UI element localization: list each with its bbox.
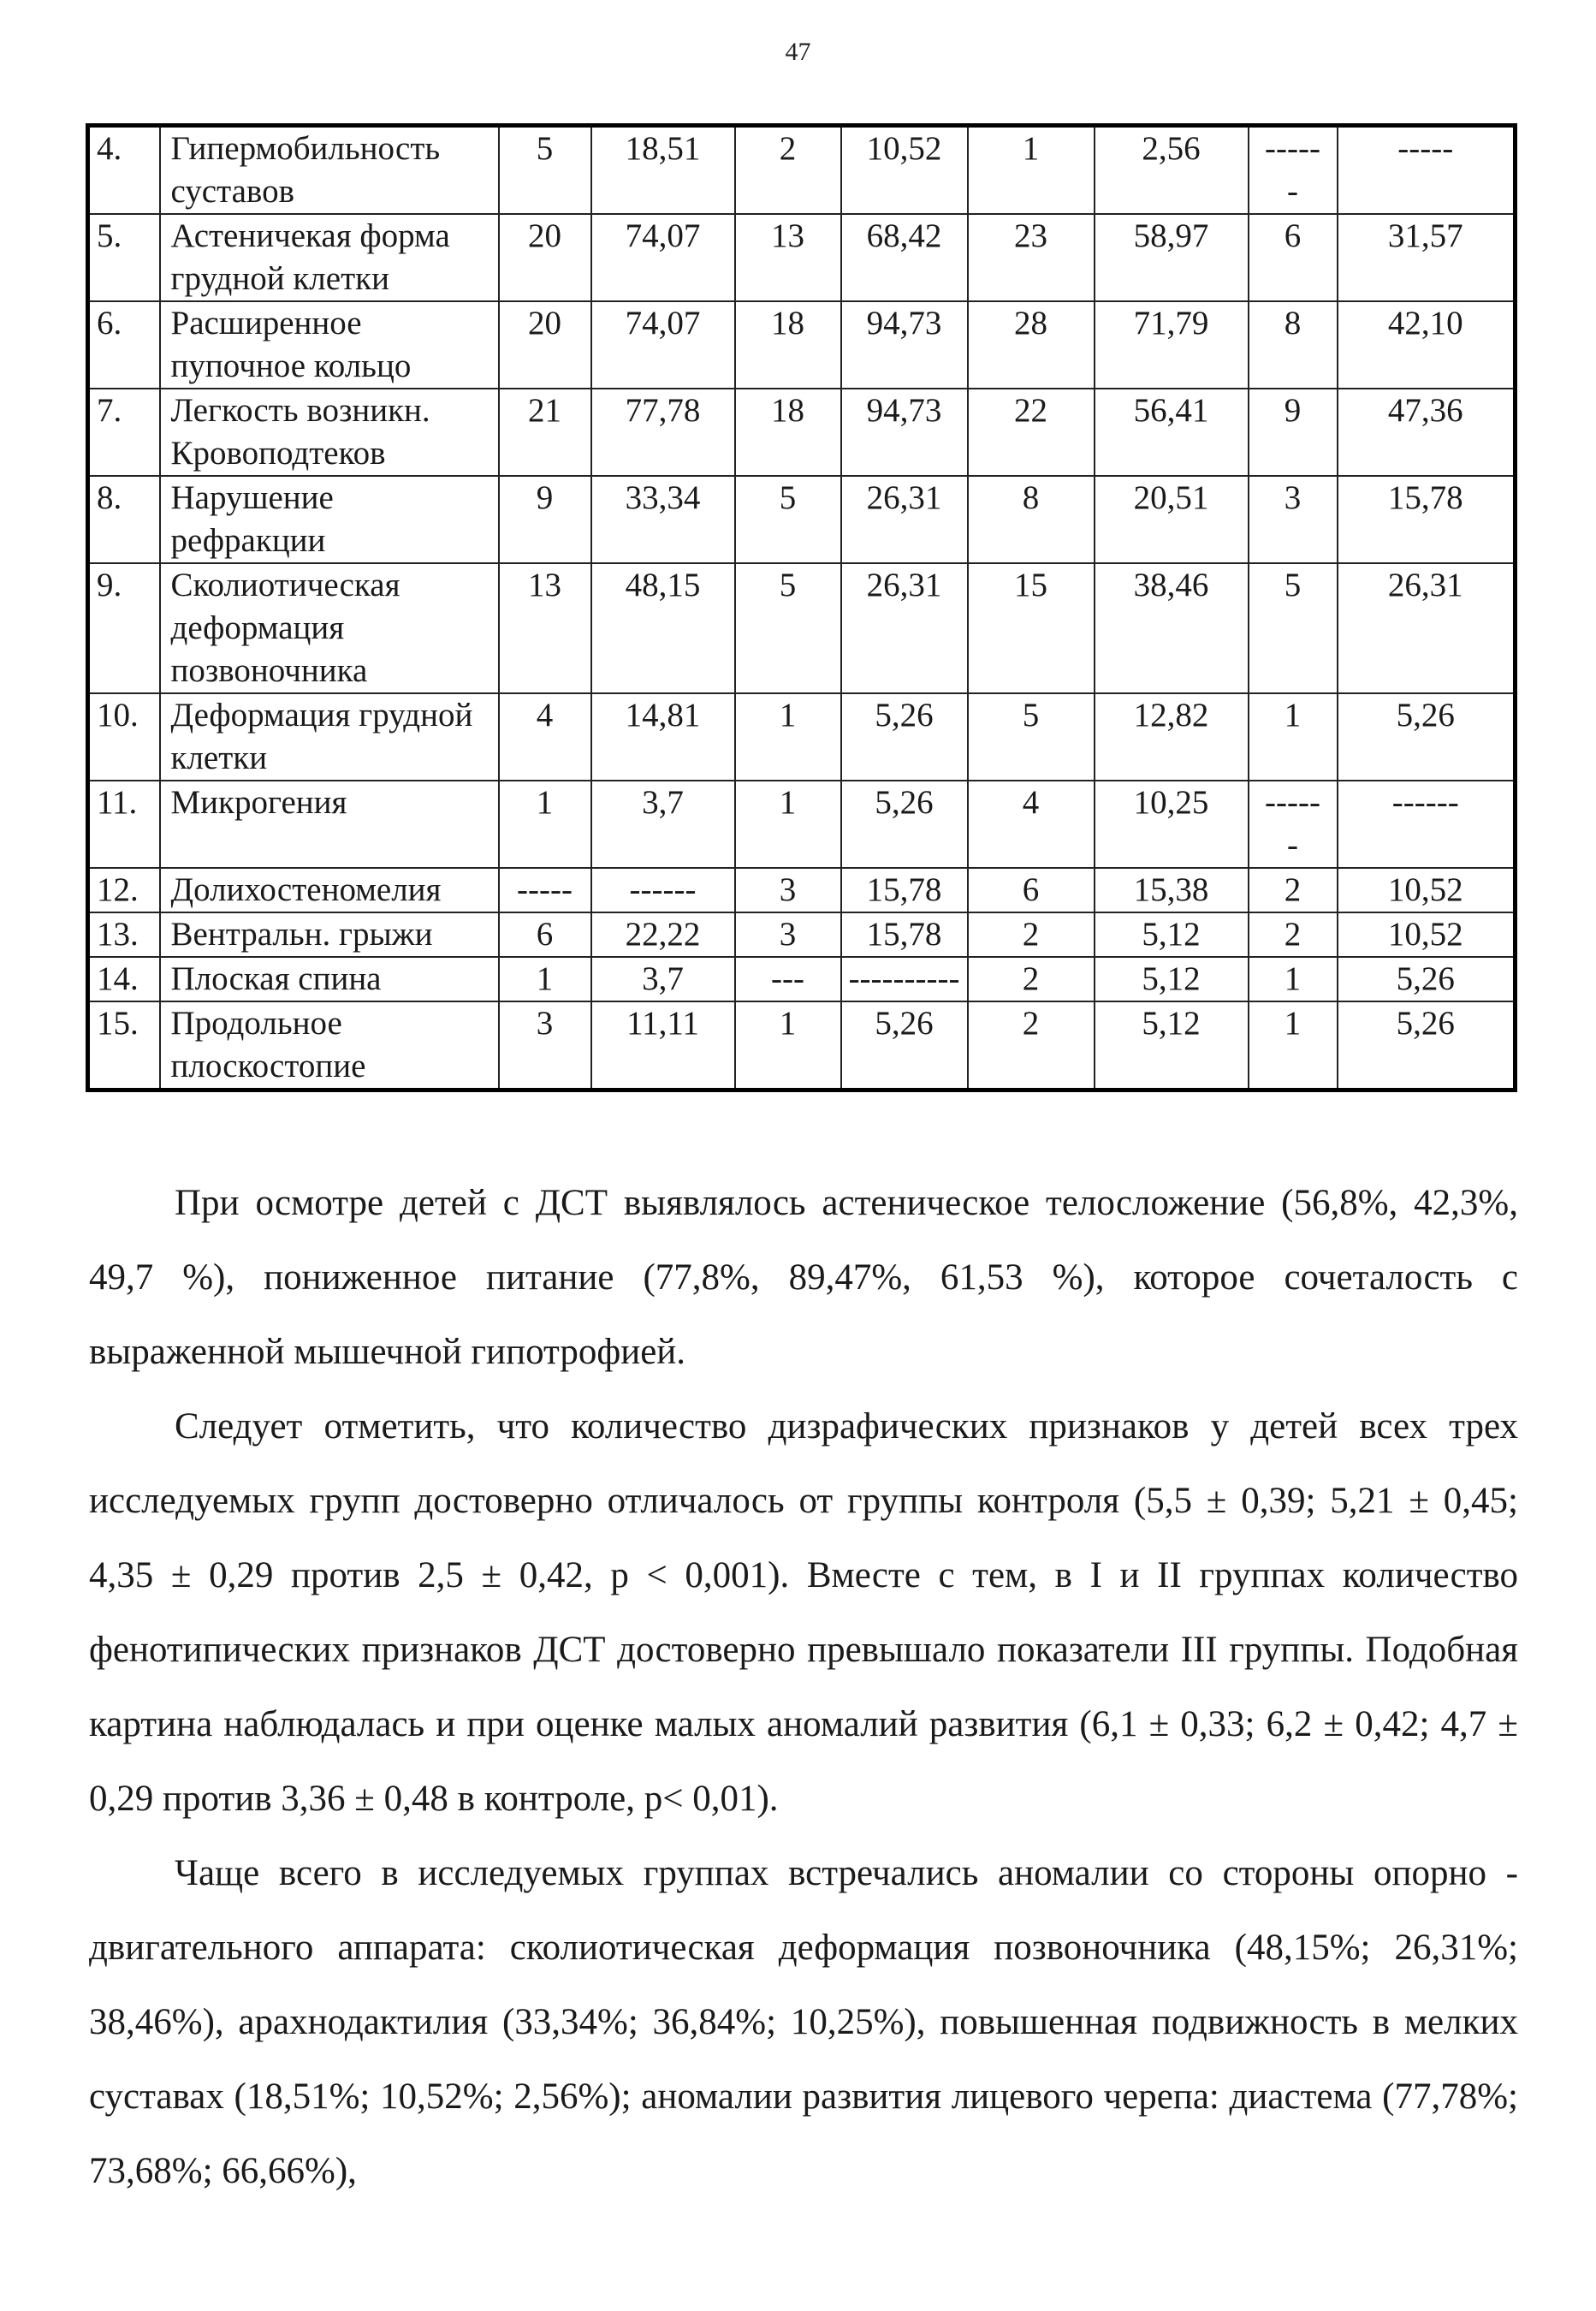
row-number: 9. xyxy=(88,563,160,693)
table-cell: 5,26 xyxy=(1338,693,1516,781)
table-cell: 2 xyxy=(1249,912,1338,957)
table-cell: 8 xyxy=(1249,301,1338,389)
table-cell: 18,51 xyxy=(591,126,735,215)
table-cell: 20,51 xyxy=(1095,476,1249,563)
table-row xyxy=(88,868,1516,912)
table-cell: 5 xyxy=(1249,563,1338,693)
feature-name: Плоская спина xyxy=(160,957,499,1001)
table-cell: 31,57 xyxy=(1338,214,1516,301)
feature-name: Расширенное пупочное кольцо xyxy=(160,301,499,389)
table-row xyxy=(88,693,1516,781)
table-row xyxy=(88,301,1516,389)
table-cell: 68,42 xyxy=(841,214,968,301)
feature-name: Астеничекая форма грудной клетки xyxy=(160,214,499,301)
table-cell: 2 xyxy=(968,1001,1095,1090)
table-cell: ----- xyxy=(1338,126,1516,215)
table-cell: ------ xyxy=(1338,781,1516,868)
table-cell: 18 xyxy=(735,389,841,476)
data-table xyxy=(86,123,1517,1092)
table-cell: 15,38 xyxy=(1095,868,1249,912)
row-number: 7. xyxy=(88,389,160,476)
table-cell: 1 xyxy=(735,781,841,868)
feature-name: Сколиотическая деформация позвоночника xyxy=(160,563,499,693)
table-row xyxy=(88,214,1516,301)
table-cell: 9 xyxy=(1249,389,1338,476)
table-cell: 11,11 xyxy=(591,1001,735,1090)
row-number: 11. xyxy=(88,781,160,868)
table-cell: 26,31 xyxy=(1338,563,1516,693)
table-cell: 5 xyxy=(968,693,1095,781)
table-row xyxy=(88,781,1516,868)
table-row xyxy=(88,476,1516,563)
table-cell: 94,73 xyxy=(841,301,968,389)
feature-name: Долихостеномелия xyxy=(160,868,499,912)
feature-name: Продольное плоскостопие xyxy=(160,1001,499,1090)
table-cell: 23 xyxy=(968,214,1095,301)
table-cell: 3 xyxy=(499,1001,591,1090)
table-cell: ----- - xyxy=(1249,126,1338,215)
table-cell: 2 xyxy=(968,957,1095,1001)
table-cell: 26,31 xyxy=(841,563,968,693)
table-cell: 10,52 xyxy=(1338,868,1516,912)
table-cell: 1 xyxy=(735,693,841,781)
table-cell: 10,25 xyxy=(1095,781,1249,868)
table-cell: 58,97 xyxy=(1095,214,1249,301)
table-cell: 15 xyxy=(968,563,1095,693)
table-cell: 3,7 xyxy=(591,957,735,1001)
table-cell: 1 xyxy=(1249,957,1338,1001)
table-cell: 5,26 xyxy=(841,693,968,781)
table-cell: 38,46 xyxy=(1095,563,1249,693)
table-cell: 5,26 xyxy=(841,781,968,868)
row-number: 13. xyxy=(88,912,160,957)
table-cell: 28 xyxy=(968,301,1095,389)
table-cell: 94,73 xyxy=(841,389,968,476)
table-cell: 15,78 xyxy=(841,868,968,912)
table-cell: ----- xyxy=(499,868,591,912)
table-cell: 5,26 xyxy=(1338,1001,1516,1090)
table-cell: 6 xyxy=(968,868,1095,912)
table-cell: 1 xyxy=(1249,693,1338,781)
table-cell: 4 xyxy=(499,693,591,781)
row-number: 15. xyxy=(88,1001,160,1090)
table-cell: 26,31 xyxy=(841,476,968,563)
table-row xyxy=(88,389,1516,476)
table-cell: 77,78 xyxy=(591,389,735,476)
table-cell: 42,10 xyxy=(1338,301,1516,389)
table-cell: 14,81 xyxy=(591,693,735,781)
table-cell: 5,26 xyxy=(841,1001,968,1090)
table-cell: 15,78 xyxy=(1338,476,1516,563)
table-cell: 3 xyxy=(735,868,841,912)
table-cell: 71,79 xyxy=(1095,301,1249,389)
table-cell: 1 xyxy=(1249,1001,1338,1090)
table-cell: 8 xyxy=(968,476,1095,563)
table-cell: 5 xyxy=(735,476,841,563)
table-cell: 3 xyxy=(735,912,841,957)
table-cell: 5 xyxy=(735,563,841,693)
table-row xyxy=(88,957,1516,1001)
table-cell: 12,82 xyxy=(1095,693,1249,781)
row-number: 6. xyxy=(88,301,160,389)
table-cell: 13 xyxy=(735,214,841,301)
table-cell: 1 xyxy=(499,781,591,868)
table-cell: 3,7 xyxy=(591,781,735,868)
table-cell: 20 xyxy=(499,214,591,301)
paragraph-1: При осмотре детей с ДСТ выявлялось астеническое телосложение (56,8%, 42,3%, 49,7 %), пониженное питание (77,8%, 89,47%, 61,53 %), которое сочеталость с выраженной мышечной гипотрофией. xyxy=(89,1183,1518,1372)
table-cell: 20 xyxy=(499,301,591,389)
table-cell: 74,07 xyxy=(591,301,735,389)
table-cell: 5,26 xyxy=(1338,957,1516,1001)
table-cell: 5,12 xyxy=(1095,1001,1249,1090)
table-cell: ----- - xyxy=(1249,781,1338,868)
table-cell: --- xyxy=(735,957,841,1001)
row-number: 10. xyxy=(88,693,160,781)
body-text xyxy=(89,1166,1518,2208)
table-cell: 48,15 xyxy=(591,563,735,693)
table-cell: 3 xyxy=(1249,476,1338,563)
feature-name: Гипермобильность суставов xyxy=(160,126,499,215)
table-row xyxy=(88,912,1516,957)
table-cell: ---------- xyxy=(841,957,968,1001)
feature-name: Вентральн. грыжи xyxy=(160,912,499,957)
row-number: 14. xyxy=(88,957,160,1001)
table-cell: 2 xyxy=(968,912,1095,957)
table-cell: 10,52 xyxy=(1338,912,1516,957)
feature-name: Микрогения xyxy=(160,781,499,868)
table-cell: 1 xyxy=(499,957,591,1001)
row-number: 5. xyxy=(88,214,160,301)
page-number: 47 xyxy=(785,38,811,66)
table-cell: 6 xyxy=(499,912,591,957)
table-cell: 13 xyxy=(499,563,591,693)
table-cell: 2 xyxy=(735,126,841,215)
table-row xyxy=(88,126,1516,215)
paragraph-2: Следует отметить, что количество дизрафических признаков у детей всех трех исследуемых групп достоверно отличалось от группы контроля (5,5 ± 0,39; 5,21 ± 0,45; 4,35 ± 0,29 против 2,5 ± 0,42, р < 0,001). Вместе с тем, в I и II группах количество фенотипических признаков ДСТ достоверно превышало показатели III группы. Подобная картина наблюдалась и при оценке малых аномалий развития (6,1 ± 0,33; 6,2 ± 0,42; 4,7 ± 0,29 против 3,36 ± 0,48 в контроле, р< 0,01). xyxy=(89,1406,1518,1819)
paragraph-3: Чаще всего в исследуемых группах встречались аномалии со стороны опорно - двигательного аппарата: сколиотическая деформация позвоночника (48,15%; 26,31%; 38,46%), арахнодактилия (33,34%; 36,84%; 10,25%), повышенная подвижность в мелких суставах (18,51%; 10,52%; 2,56%); аномалии развития лицевого черепа: диастема (77,78%; 73,68%; 66,66%), xyxy=(89,1853,1518,2191)
table-cell: ------ xyxy=(591,868,735,912)
table-cell: 56,41 xyxy=(1095,389,1249,476)
table-cell: 5,12 xyxy=(1095,957,1249,1001)
row-number: 8. xyxy=(88,476,160,563)
table-cell: 4 xyxy=(968,781,1095,868)
table-row xyxy=(88,563,1516,693)
table-cell: 21 xyxy=(499,389,591,476)
table-cell: 5,12 xyxy=(1095,912,1249,957)
table-cell: 33,34 xyxy=(591,476,735,563)
table-cell: 15,78 xyxy=(841,912,968,957)
table-cell: 18 xyxy=(735,301,841,389)
table-cell: 9 xyxy=(499,476,591,563)
table-cell: 74,07 xyxy=(591,214,735,301)
table-cell: 47,36 xyxy=(1338,389,1516,476)
table-cell: 1 xyxy=(735,1001,841,1090)
row-number: 4. xyxy=(88,126,160,215)
feature-name: Нарушение рефракции xyxy=(160,476,499,563)
table-cell: 5 xyxy=(499,126,591,215)
table-cell: 2,56 xyxy=(1095,126,1249,215)
table-cell: 10,52 xyxy=(841,126,968,215)
feature-name: Деформация грудной клетки xyxy=(160,693,499,781)
feature-name: Легкость возникн. Кровоподтеков xyxy=(160,389,499,476)
table-cell: 1 xyxy=(968,126,1095,215)
table-cell: 2 xyxy=(1249,868,1338,912)
table-cell: 6 xyxy=(1249,214,1338,301)
table-cell: 22,22 xyxy=(591,912,735,957)
row-number: 12. xyxy=(88,868,160,912)
table-row xyxy=(88,1001,1516,1090)
table-cell: 22 xyxy=(968,389,1095,476)
